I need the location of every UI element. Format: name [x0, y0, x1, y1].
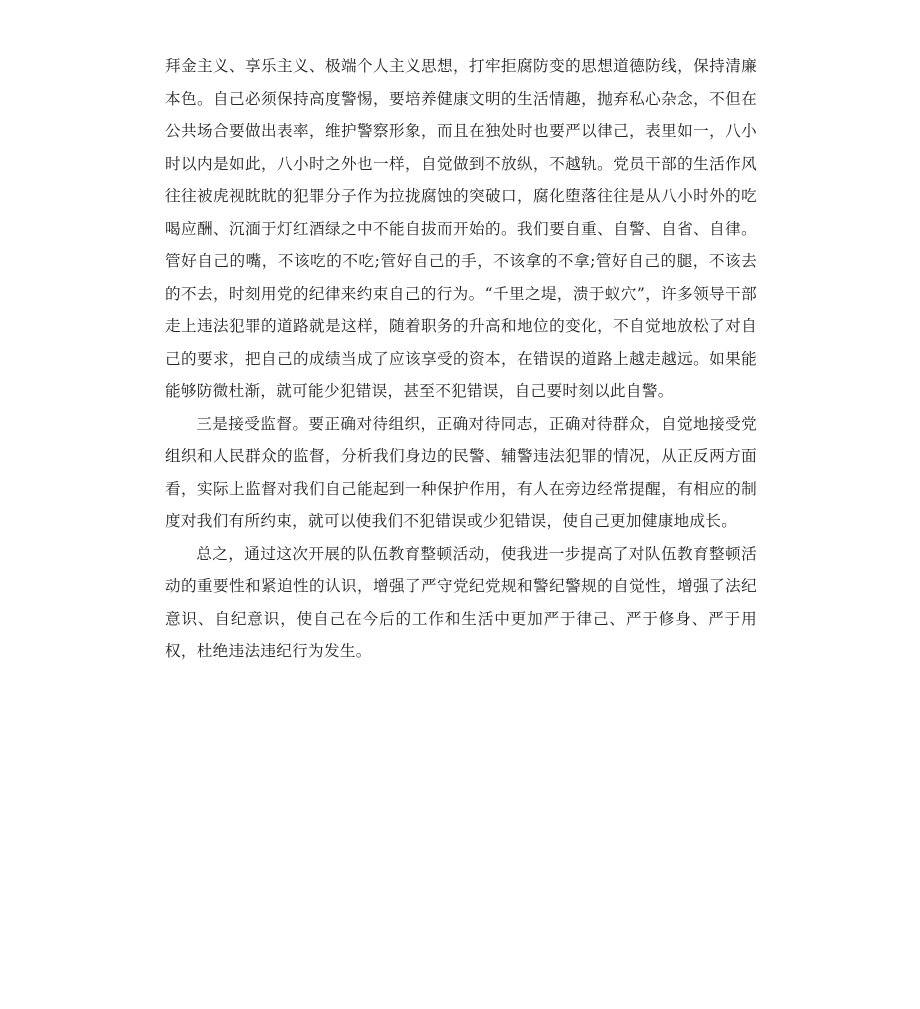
- paragraph-continuation: 拜金主义、享乐主义、极端个人主义思想，打牢拒腐防变的思想道德防线，保持清廉本色。自己必须保持高度警惕，要培养健康文明的生活情趣，抛弃私心杂念，不但在公共场合要做出表率，维护警察形象，而且在独处时也要严以律己，表里如一，八小时以内是如此，八小时之外也一样，自觉做到不放纵，不越轨。党员干部的生活作风往往被虎视眈眈的犯罪分子作为拉拢腐蚀的突破口，腐化堕落往往是从八小时外的吃喝应酬、沉湎于灯红酒绿之中不能自拔而开始的。我们要自重、自警、自省、自律。管好自己的嘴，不该吃的不吃;管好自己的手，不该拿的不拿;管好自己的腿，不该去的不去，时刻用党的纪律来约束自己的行为。“千里之堤，溃于蚁穴”，许多领导干部走上违法犯罪的道路就是这样，随着职务的升高和地位的变化，不自觉地放松了对自己的要求，把自己的成绩当成了应该享受的资本，在错误的道路上越走越远。如果能能够防微杜渐，就可能少犯错误，甚至不犯错误，自己要时刻以此自警。: [165, 57, 757, 400]
- paragraph-accept-supervision: 三是接受监督。要正确对待组织，正确对待同志，正确对待群众，自觉地接受党组织和人民群众的监督，分析我们身边的民警、辅警违法犯罪的情况，从正反两方面看，实际上监督对我们自己能起到一种保护作用，有人在旁边经常提醒，有相应的制度对我们有所约束，就可以使我们不犯错误或少犯错误，使自己更加健康地成长。: [165, 414, 757, 530]
- paragraph-conclusion: 总之，通过这次开展的队伍教育整顿活动，使我进一步提高了对队伍教育整顿活动的重要性和紧迫性的认识，增强了严守党纪党规和警纪警规的自觉性，增强了法纪意识、自纪意识，使自己在今后的工作和生活中更加严于律己、严于修身、严于用权，杜绝违法违纪行为发生。: [165, 544, 757, 660]
- document-body: [165, 50, 757, 668]
